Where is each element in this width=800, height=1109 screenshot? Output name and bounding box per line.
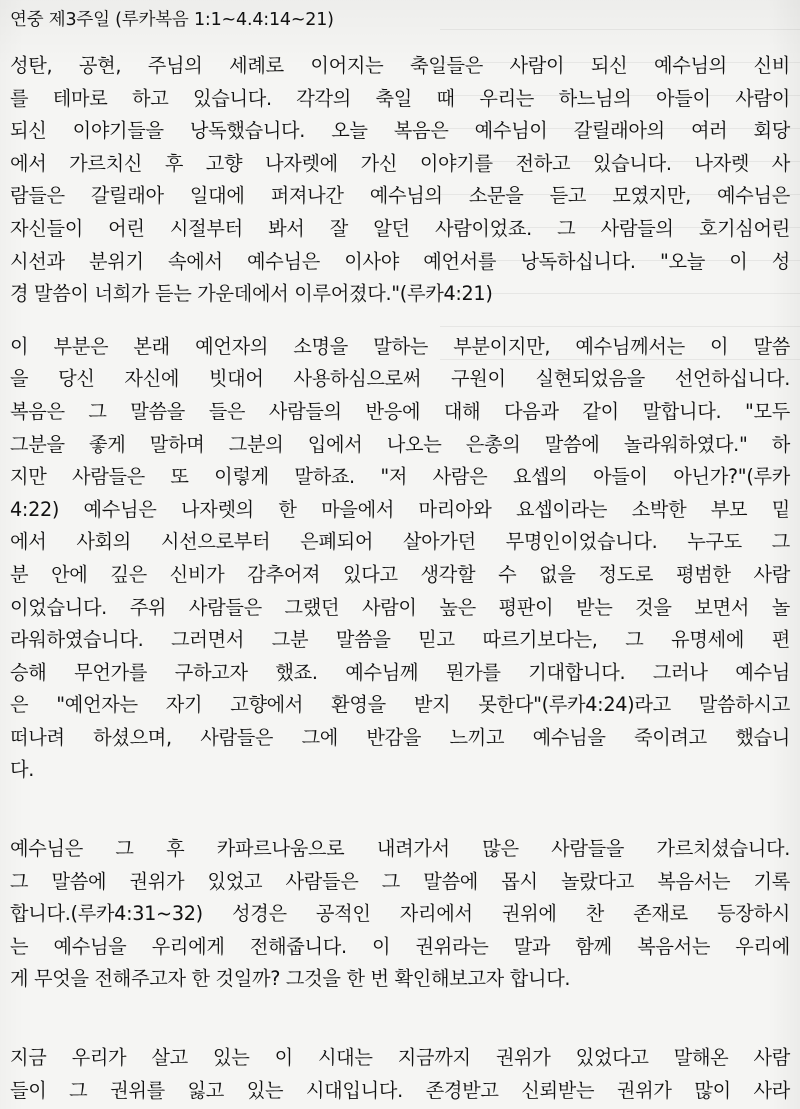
text-line: 지금 우리가 살고 있는 이 시대는 지금까지 권위가 있었다고 말해온 사람	[10, 1046, 790, 1070]
text-line: 에서 가르치신 후 고향 나자렛에 가신 이야기를 전하고 있습니다. 나자렛 사	[10, 151, 790, 175]
text-line: 이 부분은 본래 예언자의 소명을 말하는 부분이지만, 예수님께서는 이 말씀	[10, 334, 790, 358]
paragraph-gap	[10, 787, 800, 833]
text-line: 를 테마로 하고 있습니다. 각각의 축일 때 우리는 하느님의 아들이 사람이	[10, 86, 790, 110]
paragraph-gap	[10, 996, 800, 1042]
text-line: 떠나려 하셨으며, 사람들은 그에 반감을 느끼고 예수님을 죽이려고 했습니	[10, 725, 790, 749]
text-line: 게 무엇을 전해주고자 한 것일까? 그것을 한 번 확인해보고자 합니다.	[10, 967, 571, 991]
paragraph-4	[10, 1042, 800, 1107]
text-line: 들이 그 권위를 잃고 있는 시대입니다. 존경받고 신뢰받는 권위가 많이 사라	[10, 1078, 790, 1102]
paragraph-1	[10, 50, 800, 311]
text-line: 을 당신 자신에 빗대어 사용하심으로써 구원이 실현되었음을 선언하십니다.	[10, 367, 790, 391]
text-line: 자신들이 어린 시절부터 봐서 잘 알던 사람이었죠. 그 사람들의 호기심어린	[10, 216, 790, 240]
text-line: 4:22) 예수님은 나자렛의 한 마을에서 마리아와 요셉이라는 소박한 부모 밑	[10, 497, 790, 521]
text-line: 예수님은 그 후 카파르나움으로 내려가서 많은 사람들을 가르치셨습니다.	[10, 837, 790, 861]
text-line: 성탄, 공현, 주님의 세례로 이어지는 축일들은 사람이 되신 예수님의 신비	[10, 54, 790, 77]
text-line: 되신 이야기들을 낭독했습니다. 오늘 복음은 예수님이 갈릴래아의 여러 회당	[10, 119, 790, 143]
text-line: 이었습니다. 주위 사람들은 그랬던 사람이 높은 평판이 받는 것을 보면서 놀	[10, 595, 790, 619]
text-line: 복음은 그 말씀을 들은 사람들의 반응에 대해 다음과 같이 말합니다. "모두	[10, 399, 790, 423]
paragraph-gap	[10, 311, 800, 331]
text-line: 에서 사회의 시선으로부터 은폐되어 살아가던 무명인이었습니다. 누구도 그	[10, 530, 790, 554]
text-line: 그 말씀에 권위가 있었고 사람들은 그 말씀에 몹시 놀랐다고 복음서는 기록	[10, 869, 790, 893]
text-line: 람들은 갈릴래아 일대에 퍼져나간 예수님의 소문을 듣고 모였지만, 예수님은	[10, 184, 790, 208]
text-line: 다.	[10, 758, 35, 782]
text-line: 지만 사람들은 또 이렇게 말하죠. "저 사람은 요셉의 아들이 아닌가?"(루카	[10, 465, 790, 489]
text-line: 은 "예언자는 자기 고향에서 환영을 받지 못한다"(루카4:24)라고 말씀하시고	[10, 693, 790, 717]
sermon-header: 연중 제3주일 (루카복음 1:1~4.4:14~21)	[10, 10, 334, 30]
text-line: 시선과 분위기 속에서 예수님은 이사야 예언서를 낭독하십니다. "오늘 이 성	[10, 249, 790, 273]
text-line: 합니다.(루카4:31~32) 성경은 공적인 자리에서 권위에 찬 존재로 등장하시	[10, 902, 790, 926]
text-line: 그분을 좋게 말하며 그분의 입에서 나오는 은총의 말씀에 놀라워하였다." 하	[10, 432, 790, 456]
text-line: 승해 무언가를 구하고자 했죠. 예수님께 뭔가를 기대합니다. 그러나 예수님	[10, 660, 790, 684]
text-line: 라워하였습니다. 그러면서 그분 말씀을 믿고 따르기보다는, 그 유명세에 편	[10, 628, 790, 652]
paragraph-2	[10, 331, 800, 787]
text-line: 는 예수님을 우리에게 전해줍니다. 이 권위라는 말과 함께 복음서는 우리에	[10, 934, 790, 958]
paragraph-3	[10, 833, 800, 996]
text-line: 경 말씀이 너희가 듣는 가운데에서 이루어졌다."(루카4:21)	[10, 282, 493, 306]
text-line: 분 안에 깊은 신비가 감추어져 있다고 생각할 수 없을 정도로 평범한 사람	[10, 562, 790, 586]
